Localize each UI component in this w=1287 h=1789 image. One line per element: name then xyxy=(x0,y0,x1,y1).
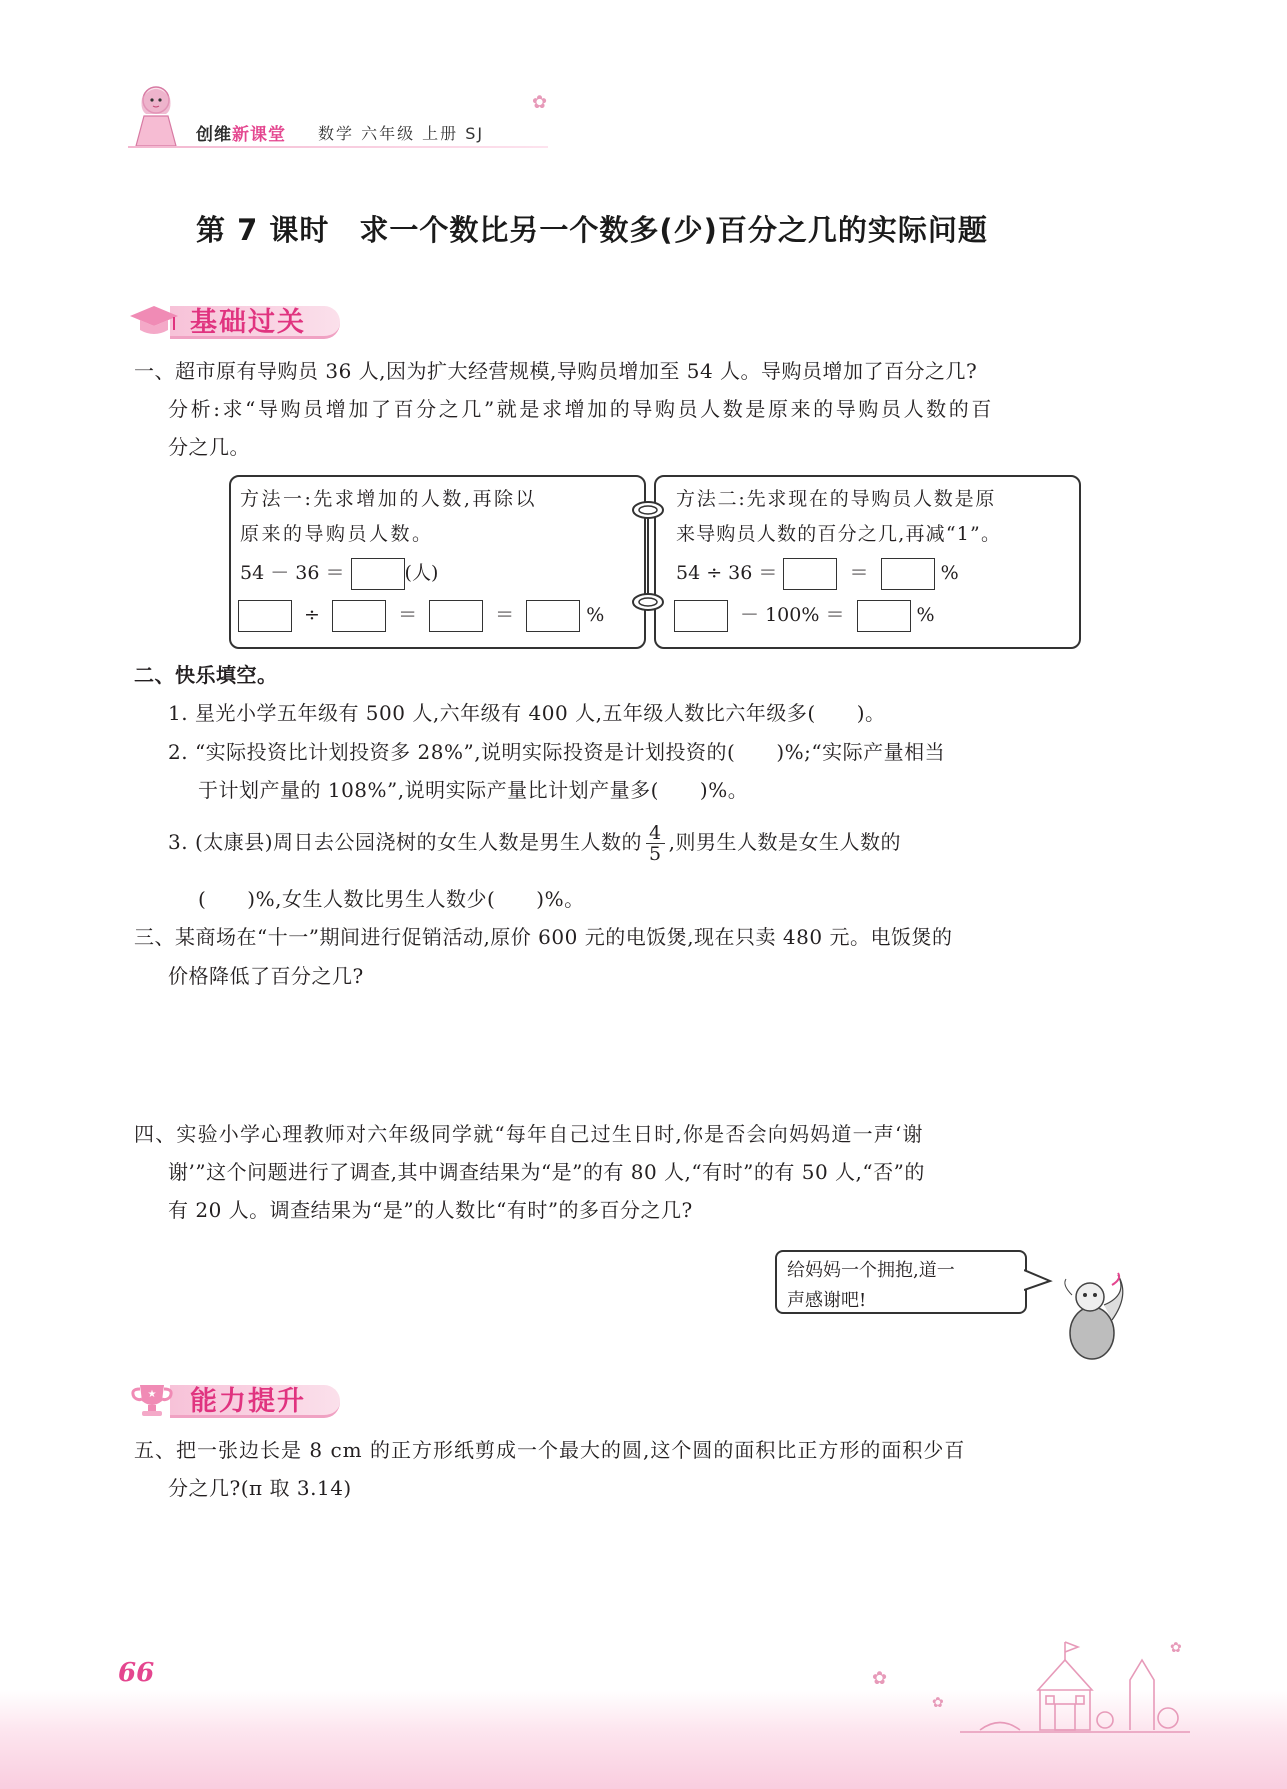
flower-icon: ✿ xyxy=(872,1668,888,1689)
q3-line1: 三、某商场在“十一”期间进行促销活动,原价 600 元的电饭煲,现在只卖 480 元。电饭煲的 xyxy=(134,925,953,949)
answer-box[interactable] xyxy=(429,600,483,632)
q1-analysis-line1: 分析:求“导购员增加了百分之几”就是求增加的导购员人数是原来的导购员人数的百 xyxy=(168,397,994,421)
flower-icon: ✿ xyxy=(532,92,548,113)
q2-item3-line2: ( )%,女生人数比男生人数少( )%。 xyxy=(198,887,585,911)
header-girl-illustration xyxy=(126,80,188,154)
castle-illustration xyxy=(960,1620,1190,1740)
method2-line2: 来导购员人数的百分之几,再减“1”。 xyxy=(676,523,1002,545)
section-label: 能力提升 xyxy=(190,1386,306,1417)
q2-heading: 二、快乐填空。 xyxy=(134,663,278,687)
answer-box[interactable] xyxy=(857,600,911,632)
section-label: 基础过关 xyxy=(190,307,306,338)
q4-line1: 四、实验小学心理教师对六年级同学就“每年自己过生日时,你是否会向妈妈道一声‘谢 xyxy=(134,1122,924,1146)
q5-line1: 五、把一张边长是 8 cm 的正方形纸剪成一个最大的圆,这个圆的面积比正方形的面积少百 xyxy=(134,1438,966,1462)
method1-line1: 方法一:先求增加的人数,再除以 xyxy=(240,488,537,510)
fraction-four-fifths: $\frac{4}{5}$ xyxy=(646,823,665,864)
section-advanced xyxy=(128,1375,358,1421)
answer-box[interactable] xyxy=(238,600,292,632)
q2-item1: 1. 星光小学五年级有 500 人,六年级有 400 人,五年级人数比六年级多( )。 xyxy=(168,701,886,725)
method1-expr-row2: ÷ ＝ ＝ % xyxy=(238,598,604,633)
header-divider xyxy=(128,146,548,148)
speech-bubble: 给妈妈一个拥抱,道一 声感谢吧! xyxy=(775,1250,1027,1314)
flower-icon: ✿ xyxy=(932,1695,944,1711)
page-number: 66 xyxy=(118,1658,155,1688)
brand-name: 创维新课堂 xyxy=(196,125,286,145)
q3-line2: 价格降低了百分之几? xyxy=(168,964,364,988)
q4-line3: 有 20 人。调查结果为“是”的人数比“有时”的多百分之几? xyxy=(168,1198,693,1222)
q2-item3-line1: 3. (太康县)周日去公园浇树的女生人数是男生人数的 $\frac{4}{5}$ ,则男生人数是女生人数的 xyxy=(168,822,901,865)
box-connector xyxy=(628,490,668,620)
answer-box[interactable] xyxy=(351,558,405,590)
answer-box[interactable] xyxy=(881,558,935,590)
lesson-title: 第 7 课时 求一个数比另一个数多(少)百分之几的实际问题 xyxy=(196,213,988,247)
svg-text:★: ★ xyxy=(147,1389,157,1400)
method1-expr-row1: 54 － 36 ＝ (人) xyxy=(240,556,438,591)
answer-box[interactable] xyxy=(783,558,837,590)
bubble-tail xyxy=(1024,1268,1054,1294)
q5-line2: 分之几?(π 取 3.14) xyxy=(168,1476,352,1500)
method2-expr-row2: － 100% ＝ % xyxy=(674,598,935,633)
q4-line2: 谢’”这个问题进行了调查,其中调查结果为“是”的有 80 人,“有时”的有 50 人,“否”的 xyxy=(168,1160,925,1184)
method2-line1: 方法二:先求现在的导购员人数是原 xyxy=(676,488,997,510)
flower-icon: ✿ xyxy=(1170,1640,1182,1656)
answer-box[interactable] xyxy=(332,600,386,632)
q2-item2-line2: 于计划产量的 108%”,说明实际产量比计划产量多( )%。 xyxy=(198,778,749,802)
method2-expr-row1: 54 ÷ 36 ＝ ＝ % xyxy=(676,556,959,591)
q1-analysis-line2: 分之几。 xyxy=(168,435,250,459)
book-subtitle: 数学 六年级 上册 SJ xyxy=(318,124,485,143)
q2-item2-line1: 2. “实际投资比计划投资多 28%”,说明实际投资是计划投资的( )%;“实际产量相当 xyxy=(168,740,946,764)
q1-line1: 一、超市原有导购员 36 人,因为扩大经营规模,导购员增加至 54 人。导购员增加了百分之几? xyxy=(134,359,978,383)
trophy-icon xyxy=(128,1381,176,1421)
answer-box[interactable] xyxy=(674,600,728,632)
answer-box[interactable] xyxy=(526,600,580,632)
graduation-cap-icon xyxy=(128,302,180,340)
method1-line2: 原来的导购员人数。 xyxy=(240,523,434,545)
section-basic xyxy=(128,296,358,342)
squirrel-illustration xyxy=(1052,1265,1132,1365)
